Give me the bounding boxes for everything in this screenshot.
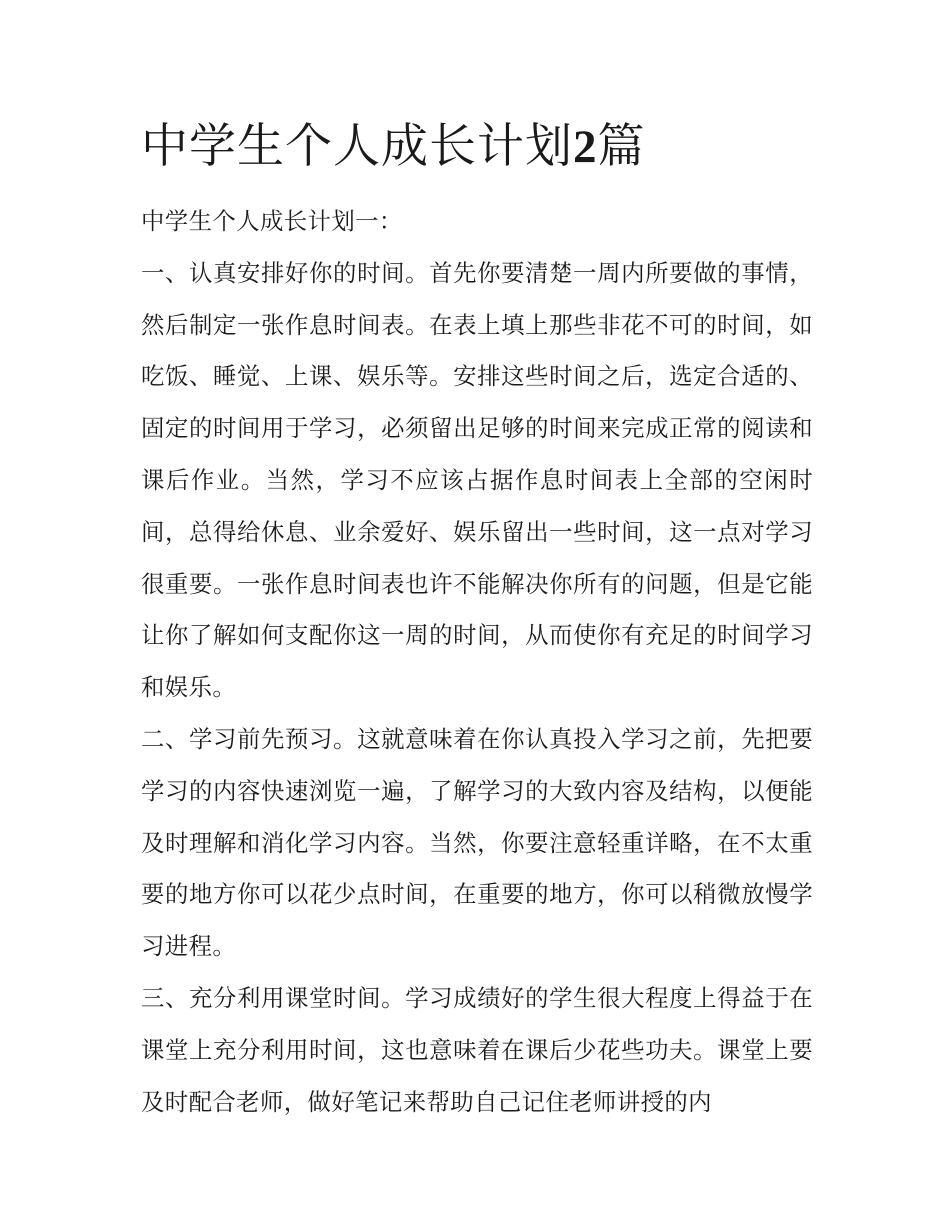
paragraph-3: 三、充分利用课堂时间。学习成绩好的学生很大程度上得益于在课堂上充分利用时间，这也意味着在课后少花些功夫。课堂上要及时配合老师，做好笔记来帮助自己记住老师讲授的内: [141, 983, 813, 1116]
paragraph-2: 二、学习前先预习。这就意味着在你认真投入学习之前，先把要学习的内容快速浏览一遍，了解学习的大致内容及结构，以便能及时理解和消化学习内容。当然，你要注意轻重详略，在不太重要的地方你可以花少点时间，在重要的地方，你可以稍微放慢学习进程。: [141, 724, 813, 961]
title-text: 中学生个人成长计划: [141, 119, 573, 174]
title-suffix: 篇: [597, 119, 646, 174]
paragraph-1: 一、认真安排好你的时间。首先你要清楚一周内所要做的事情，然后制定一张作息时间表。在表上填上那些非花不可的时间，如吃饭、睡觉、上课、娱乐等。安排这些时间之后，选定合适的、固定的时间用于学习，必须留出足够的时间来完成正常的阅读和课后作业。当然，学习不应该占据作息时间表上全部的空闲时间，总得给休息、业余爱好、娱乐留出一些时间，这一点对学习很重要。一张作息时间表也许不能解决你所有的问题，但是它能让你了解如何支配你这一周的时间，从而使你有充足的时间学习和娱乐。: [141, 258, 813, 702]
section-heading: 中学生个人成长计划一：: [141, 207, 403, 235]
document-title: [141, 112, 646, 182]
document-body: [141, 196, 813, 1128]
title-number: 2: [573, 121, 598, 173]
